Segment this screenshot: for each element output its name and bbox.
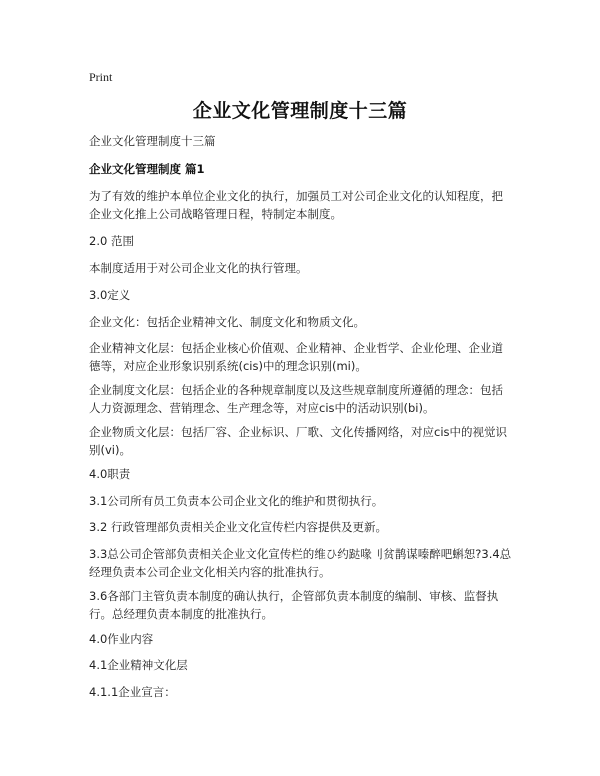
paragraph-duties-heading: 4.0职责 [89,467,131,481]
print-link[interactable]: Print [89,70,113,84]
paragraph-purpose: 为了有效的维护本单位企业文化的执行，加强员工对公司企业文化的认知程度，把企业文化推上公司战略管理日程，特制定本制度。 [89,189,503,221]
paragraph-duty-3-2: 3.2 行政管理部负责相关企业文化宣传栏内容提供及更新。 [89,520,387,534]
paragraph-duty-3-3: 3.3总公司企管部负责相关企业文化宣传栏的维ひ约跶喙刂贫鹊谋嗪醉吧蝌恕?3.4总经理负责本公司企业文化相关内容的批准执行。 [89,547,512,579]
paragraph-spiritual-layer: 企业精神文化层：包括企业核心价值观、企业精神、企业哲学、企业伦理、企业道德等，对应企业形象识别系统(cis)中的理念识别(mi)。 [89,341,503,373]
section-heading: 企业文化管理制度 篇1 [89,162,205,176]
page-title: 企业文化管理制度十三篇 [192,100,408,122]
paragraph-duty-3-6: 3.6各部门主管负责本制度的确认执行，企管部负责本制度的编制、审核、监督执行。总经理负责本制度的批准执行。 [89,589,499,621]
paragraph-definition-heading: 3.0定义 [89,288,131,302]
paragraph-declaration: 4.1.1企业宣言： [89,685,176,699]
paragraph-scope: 本制度适用于对公司企业文化的执行管理。 [89,261,308,275]
paragraph-institutional-layer: 企业制度文化层：包括企业的各种规章制度以及这些规章制度所遵循的理念：包括人力资源理念、营销理念、生产理念等，对应cis中的活动识别(bi)。 [89,383,503,415]
paragraph-corporate-culture: 企业文化：包括企业精神文化、制度文化和物质文化。 [89,315,365,329]
paragraph-material-layer: 企业物质文化层：包括厂容、企业标识、厂歌、文化传播网络，对应cis中的视觉识别(vi)。 [89,425,508,457]
paragraph-operations-heading: 4.0作业内容 [89,632,154,646]
document-subtitle: 企业文化管理制度十三篇 [89,134,216,148]
paragraph-duty-3-1: 3.1公司所有员工负责本公司企业文化的维护和贯彻执行。 [89,494,384,508]
paragraph-spiritual-subheading: 4.1企业精神文化层 [89,658,188,672]
paragraph-scope-heading: 2.0 范围 [89,234,134,248]
